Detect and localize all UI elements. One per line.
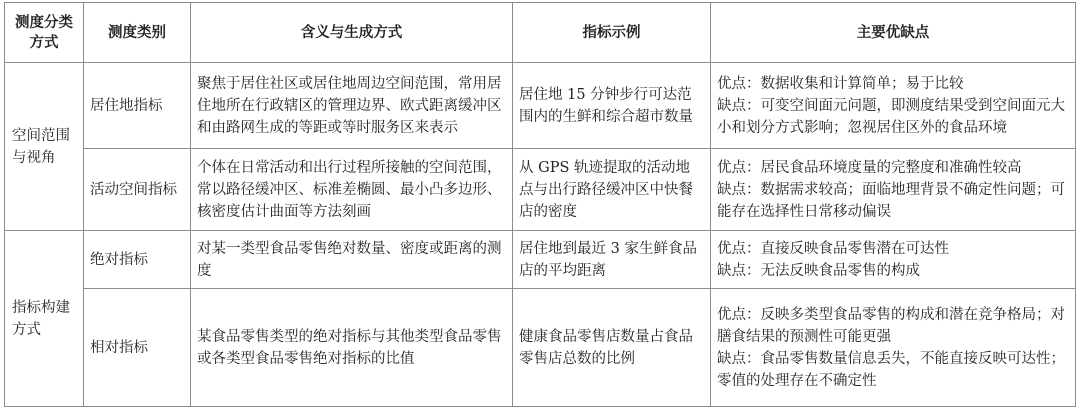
header-meaning: 含义与生成方式 xyxy=(191,3,513,63)
cons-line: 缺点：数据需求较高；面临地理背景不确定性问题；可能存在选择性日常移动偏误 xyxy=(717,181,1065,220)
pros-cons-cell xyxy=(711,289,1076,407)
pros-cons-cell xyxy=(711,231,1076,289)
table-header-row xyxy=(5,3,1076,63)
header-category: 测度类别 xyxy=(84,3,191,63)
cons-line: 缺点：无法反映食品零售的构成 xyxy=(717,262,920,279)
type-cell: 相对指标 xyxy=(84,289,191,407)
pros-cons-cell xyxy=(711,63,1076,149)
type-cell: 居住地指标 xyxy=(84,63,191,149)
pros-line: 优点：反映多类型食品零售的构成和潜在竞争格局；对膳食结果的预测性可能更强 xyxy=(717,306,1065,345)
header-classification: 测度分类方式 xyxy=(5,3,84,63)
meaning-cell: 某食品零售类型的绝对指标与其他类型食品零售或各类型食品零售绝对指标的比值 xyxy=(191,289,513,407)
table-row xyxy=(5,231,1076,289)
example-cell: 从 GPS 轨迹提取的活动地点与出行路径缓冲区中快餐店的密度 xyxy=(513,149,711,231)
type-cell: 活动空间指标 xyxy=(84,149,191,231)
example-cell: 居住地到最近 3 家生鲜食品店的平均距离 xyxy=(513,231,711,289)
example-cell: 居住地 15 分钟步行可达范围内的生鲜和综合超市数量 xyxy=(513,63,711,149)
cons-line: 缺点：食品零售数量信息丢失，不能直接反映可达性；零值的处理存在不确定性 xyxy=(717,350,1065,389)
meaning-cell: 个体在日常活动和出行过程所接触的空间范围，常以路径缓冲区、标准差椭圆、最小凸多边形、核密度估计曲面等方法刻画 xyxy=(191,149,513,231)
type-cell: 绝对指标 xyxy=(84,231,191,289)
table-row xyxy=(5,63,1076,149)
pros-line: 优点：直接反映食品零售潜在可达性 xyxy=(717,240,949,257)
header-example: 指标示例 xyxy=(513,3,711,63)
pros-line: 优点：居民食品环境度量的完整度和准确性较高 xyxy=(717,159,1022,176)
meaning-cell: 聚焦于居住社区或居住地周边空间范围，常用居住地所在行政辖区的管理边界、欧式距离缓冲区和由路网生成的等距或等时服务区来表示 xyxy=(191,63,513,149)
table-row xyxy=(5,149,1076,231)
food-environment-measures-table xyxy=(4,2,1076,407)
table-row xyxy=(5,289,1076,407)
cons-line: 缺点：可变空间面元问题，即测度结果受到空间面元大小和划分方式影响；忽视居住区外的食品环境 xyxy=(717,97,1065,136)
pros-cons-cell xyxy=(711,149,1076,231)
category-cell: 指标构建方式 xyxy=(5,231,84,407)
header-pros-cons: 主要优缺点 xyxy=(711,3,1076,63)
category-cell: 空间范围与视角 xyxy=(5,63,84,231)
example-cell: 健康食品零售店数量占食品零售店总数的比例 xyxy=(513,289,711,407)
meaning-cell: 对某一类型食品零售绝对数量、密度或距离的测度 xyxy=(191,231,513,289)
pros-line: 优点：数据收集和计算简单；易于比较 xyxy=(717,75,964,92)
